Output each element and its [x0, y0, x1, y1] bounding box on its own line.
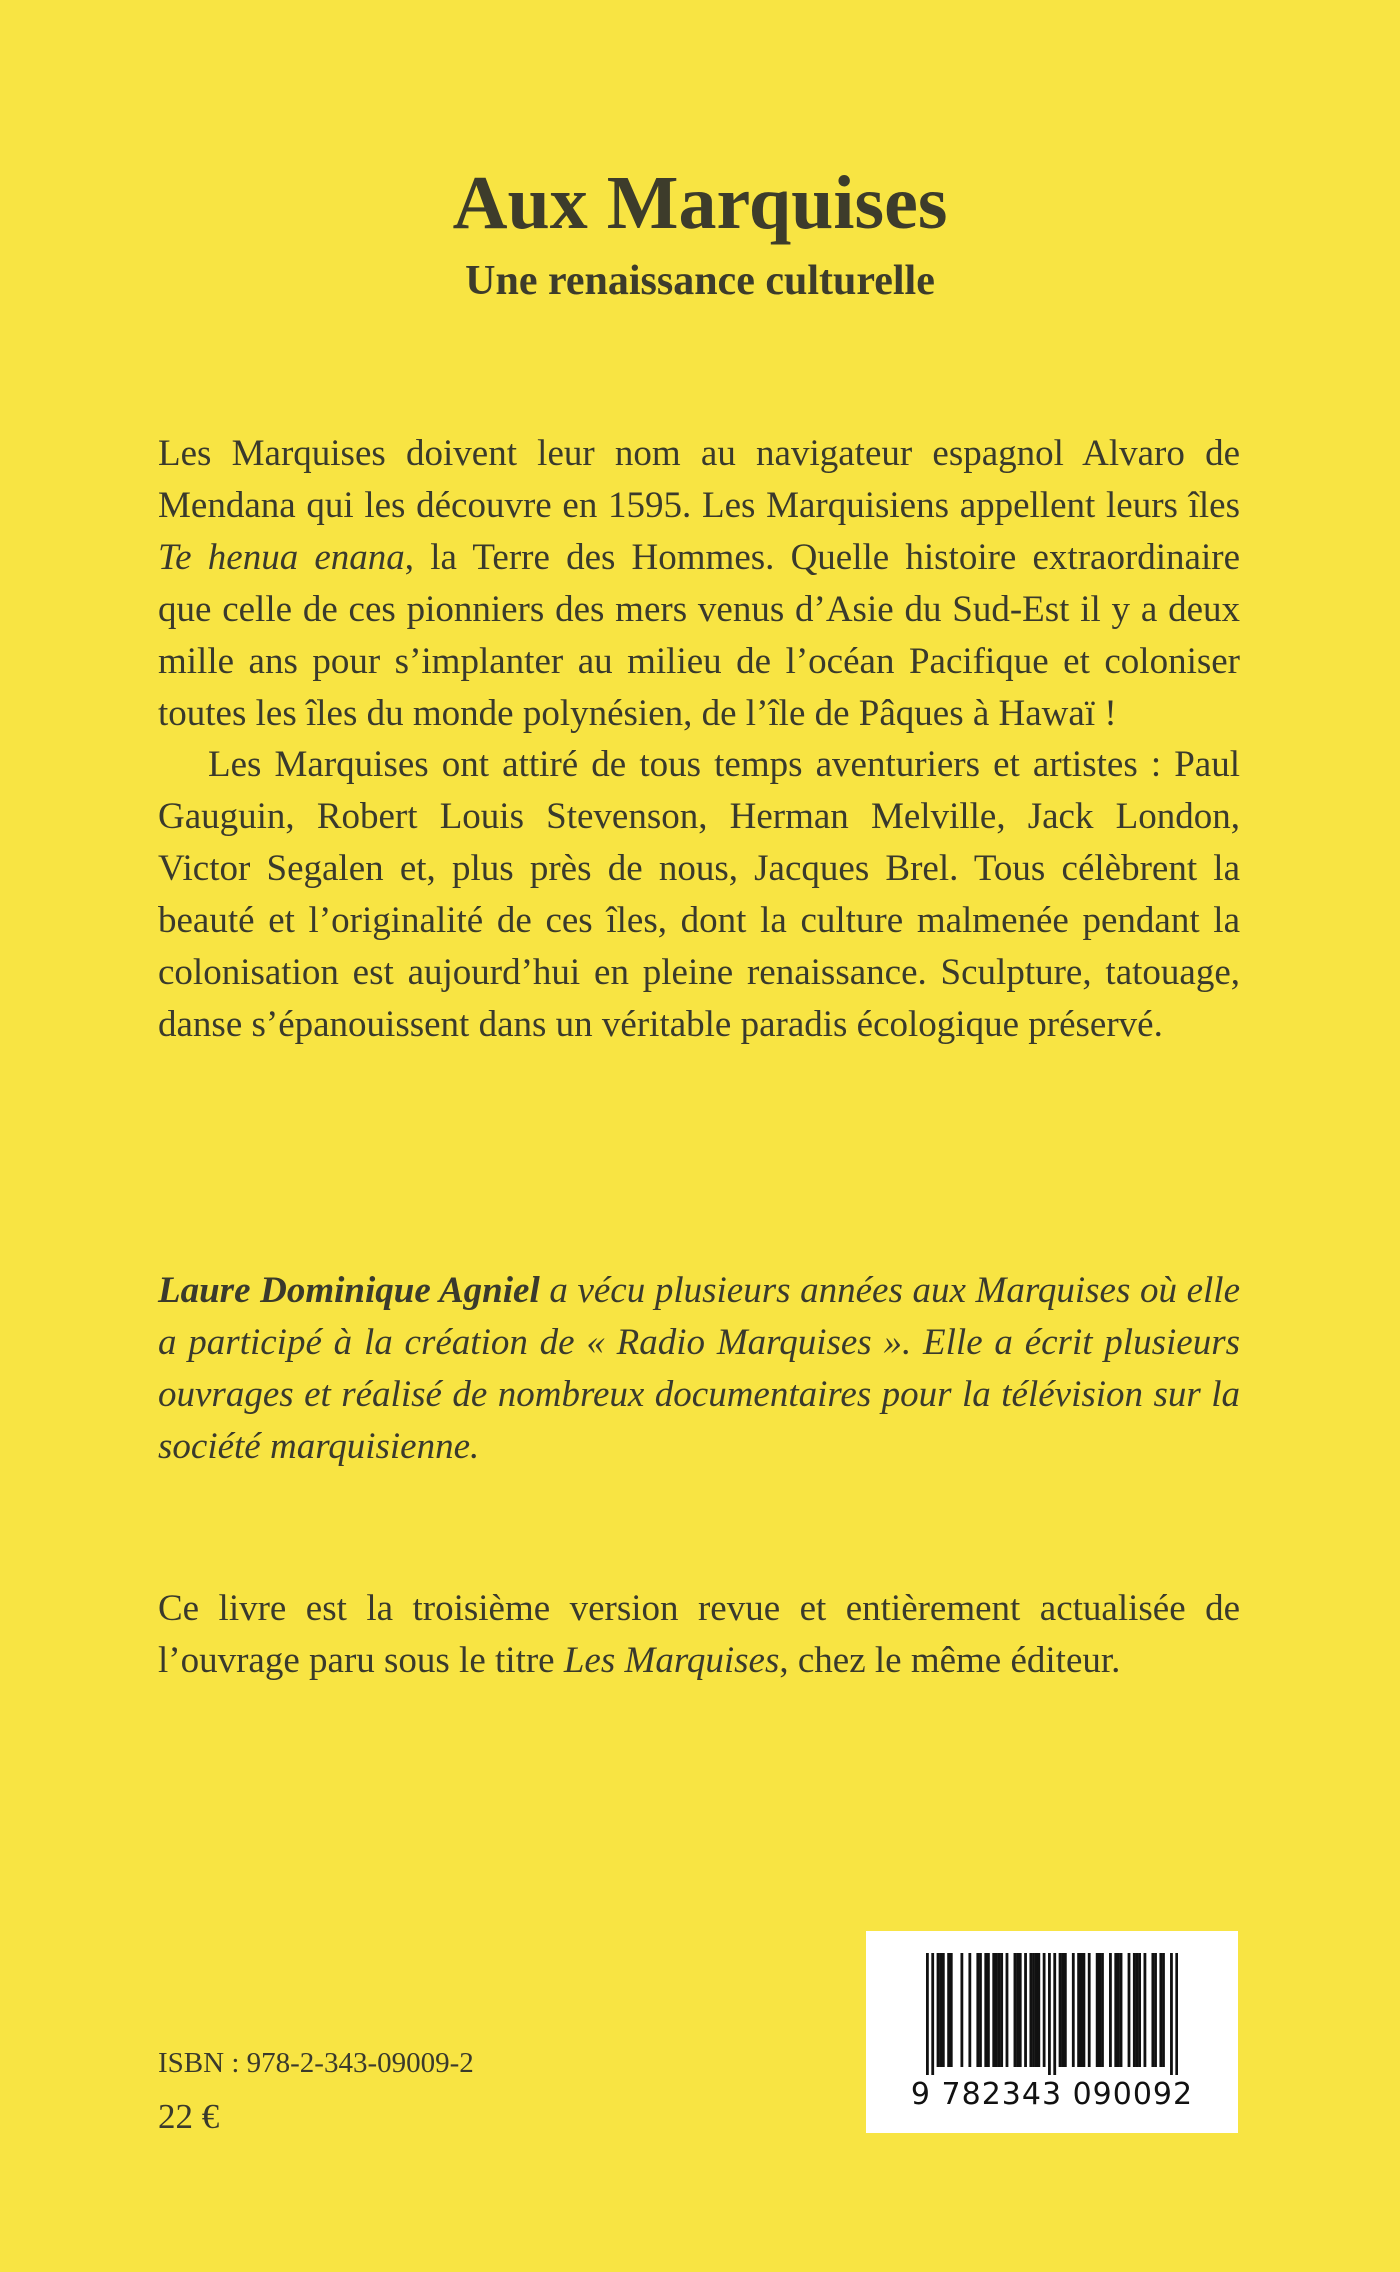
barcode: [866, 1931, 1238, 2133]
price: 22 €: [158, 2097, 220, 2136]
barcode-bar: [1059, 1953, 1062, 2067]
edition-note-italic: Les Marquises: [563, 1639, 780, 1681]
barcode-bar: [950, 1953, 953, 2067]
barcode-bar: [1101, 1953, 1104, 2067]
barcode-bar: [937, 1953, 940, 2067]
barcode-bar: [1128, 1953, 1131, 2067]
barcode-bar: [1170, 1953, 1173, 2075]
barcode-bar: [942, 1953, 945, 2067]
book-subtitle: Une renaissance culturelle: [465, 258, 935, 304]
barcode-bar: [979, 1953, 982, 2067]
barcode-bar: [1098, 1953, 1101, 2067]
barcode-bar: [1032, 1953, 1035, 2067]
barcode-bar: [1019, 1953, 1022, 2067]
barcode-bar: [1077, 1953, 1080, 2067]
description: [158, 428, 1240, 1051]
description-paragraph-1: [158, 428, 1240, 739]
barcode-bar: [1006, 1953, 1009, 2067]
barcode-bar: [1151, 1953, 1154, 2067]
barcode-bar: [992, 1953, 995, 2067]
barcode-bar: [1144, 1953, 1147, 2067]
barcode-bar: [1159, 1953, 1162, 2067]
barcode-bar: [1043, 1953, 1046, 2067]
barcode-bar: [947, 1953, 950, 2067]
barcode-bar: [998, 1953, 1001, 2067]
barcode-bar: [1072, 1953, 1075, 2067]
barcode-bar: [1064, 1953, 1067, 2067]
barcode-bar: [1138, 1953, 1141, 2067]
barcode-bar: [1088, 1953, 1091, 2067]
barcode-bar: [1024, 1953, 1027, 2067]
barcode-bar: [960, 1953, 963, 2067]
author-name: Laure Dominique Agniel: [158, 1270, 540, 1311]
edition-note-end: , chez le même éditeur.: [779, 1639, 1121, 1681]
barcode-bar: [1014, 1953, 1017, 2067]
barcode-bar: [939, 1953, 942, 2067]
barcode-bar: [1048, 1953, 1051, 2075]
book-title: Aux Marquises: [452, 161, 948, 245]
barcode-bar: [1117, 1953, 1120, 2067]
barcode-bars: [926, 1953, 1178, 2075]
barcode-bar: [1133, 1953, 1136, 2067]
description-p1-end: , la Terre des Hommes. Quelle histoire extraordinaire que celle de ces pionniers des mers venus d’Asie du Sud-Est il y a deux mille ans pour s’implanter au milieu de l’océan Pacifique et coloniser toutes les îles du monde polynésien, de l’île de Pâques à Hawaï !: [158, 536, 1240, 734]
barcode-bar: [1154, 1953, 1157, 2067]
description-paragraph-2: Les Marquises ont attiré de tous temps aventuriers et artistes : Paul Gauguin, Robert Louis Stevenson, Herman Melville, Jack London, Victor Segalen et, plus près de nous, Jacques Brel. Tous célèbrent la beauté et l’originalité de ces îles, dont la culture malmenée pendant la colonisation est aujourd’hui en pleine renaissance. Sculpture, tatouage, danse s’épanouissent dans un véritable paradis écologique préservé.: [158, 744, 1240, 1045]
barcode-bar: [995, 1953, 998, 2067]
barcode-bar: [1136, 1953, 1139, 2067]
barcode-bar: [1035, 1953, 1038, 2067]
edition-note-paragraph: [158, 1583, 1240, 1687]
barcode-bar: [1016, 1953, 1019, 2067]
barcode-bar: [926, 1953, 929, 2075]
description-p1-start: Les Marquises doivent leur nom au navigateur espagnol Alvaro de Mendana qui les découvre en 1595. Les Marquisiens appellent leurs îles: [158, 433, 1240, 526]
barcode-bar: [1000, 1953, 1003, 2067]
barcode-bar: [1096, 1953, 1099, 2067]
edition-note-start: Ce livre est la troisième version revue et entièrement actualisée de l’ouvrage paru sous le titre: [158, 1588, 1240, 1681]
barcode-bar: [1080, 1953, 1083, 2067]
edition-note: [158, 1583, 1240, 1687]
barcode-bar: [976, 1953, 979, 2067]
author-bio: [158, 1265, 1240, 1473]
barcode-bar: [1083, 1953, 1086, 2067]
barcode-bar: [968, 1953, 971, 2067]
author-paragraph: [158, 1265, 1240, 1473]
barcode-bar: [1061, 1953, 1064, 2067]
description-p1-italic: Te henua enana: [158, 536, 405, 578]
barcode-bar: [1037, 1953, 1040, 2067]
barcode-bar: [1053, 1953, 1056, 2075]
barcode-bar: [1175, 1953, 1178, 2075]
barcode-bar: [1029, 1953, 1032, 2067]
barcode-bar: [1120, 1953, 1123, 2067]
barcode-bar: [1109, 1953, 1112, 2067]
barcode-bar: [1114, 1953, 1117, 2067]
barcode-bar: [987, 1953, 990, 2067]
barcode-bar: [1162, 1953, 1165, 2067]
barcode-bar: [984, 1953, 987, 2067]
barcode-bar: [931, 1953, 934, 2075]
author-bio-text: a vécu plusieurs années aux Marquises où elle a participé à la création de « Radio Marquises ». Elle a écrit plusieurs ouvrages et réalisé de nombreux documentaires pour la télévision sur la société marquisienne.: [158, 1270, 1240, 1467]
isbn: ISBN : 978-2-343-09009-2: [158, 2047, 474, 2079]
barcode-digits: 9 782343 090092: [910, 2077, 1194, 2112]
